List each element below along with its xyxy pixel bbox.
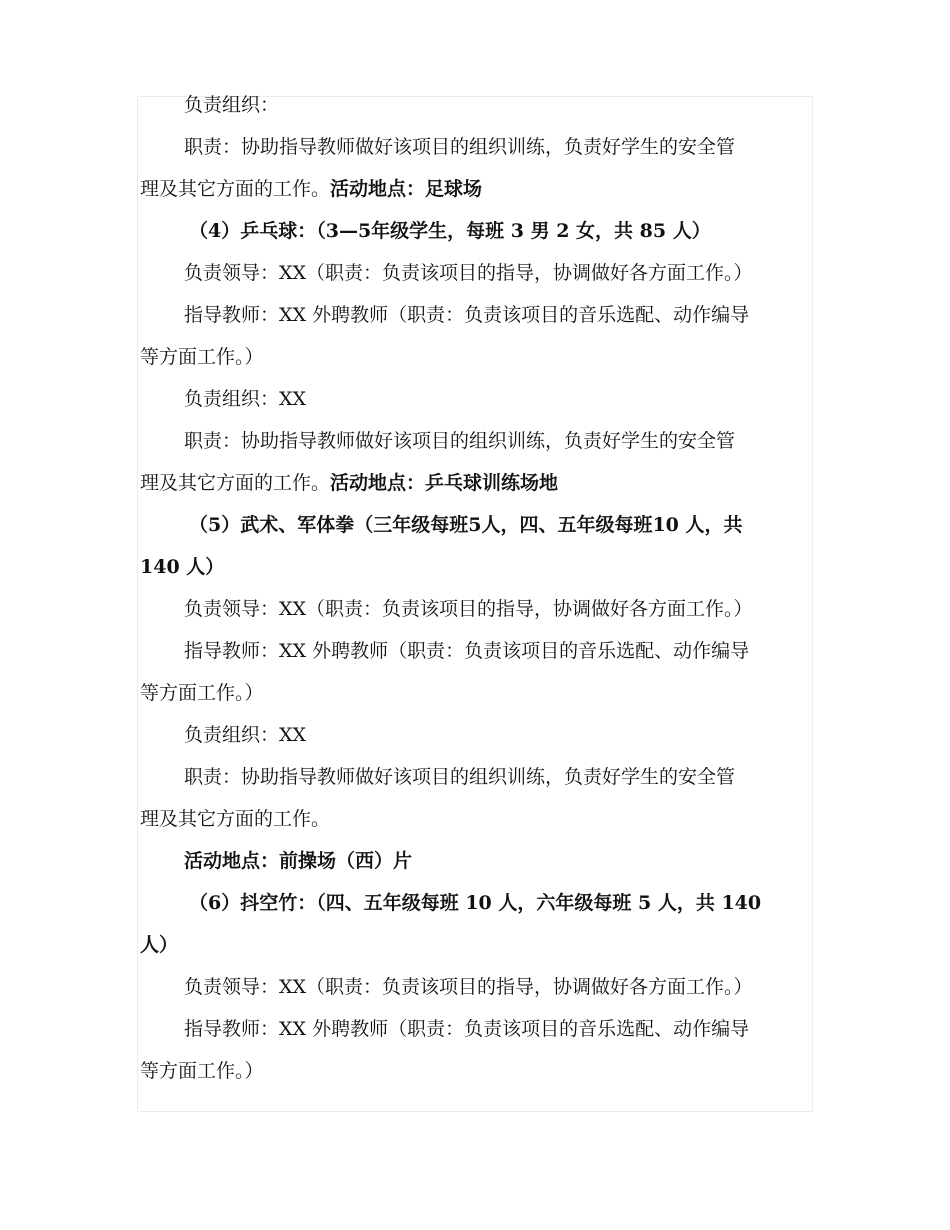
document-body [140, 84, 818, 1092]
paragraph-duty: 职责：协助指导教师做好该项目的组织训练，负责好学生的安全管 [184, 136, 736, 158]
paragraph-duty-continued: 理及其它方面的工作。 [140, 808, 331, 830]
location-text: 活动地点：乒乓球训练场地 [330, 472, 559, 494]
paragraph-leader: 负责领导：XX（职责：负责该项目的指导，协调做好各方面工作。） [184, 976, 753, 998]
section-heading-pingpong: （4）乒乓球：（3—5年级学生，每班 3 男 2 女，共 85 人） [189, 220, 711, 242]
paragraph-leader: 负责领导：XX（职责：负责该项目的指导，协调做好各方面工作。） [184, 598, 753, 620]
section-heading-martial-arts-continued: 140 人） [140, 556, 225, 578]
paragraph-teacher: 指导教师：XX 外聘教师（职责：负责该项目的音乐选配、动作编导 [184, 1018, 750, 1040]
location-text: 活动地点：前操场（西）片 [184, 850, 413, 872]
paragraph-leader: 负责领导：XX（职责：负责该项目的指导，协调做好各方面工作。） [184, 262, 753, 284]
duty-text: 理及其它方面的工作。 [140, 178, 331, 200]
paragraph-org: 负责组织： [184, 94, 280, 116]
section-heading-martial-arts: （5）武术、军体拳（三年级每班5人，四、五年级每班10 人，共 [189, 514, 743, 536]
paragraph-teacher-continued: 等方面工作。） [140, 1060, 264, 1082]
paragraph-teacher-continued: 等方面工作。） [140, 682, 264, 704]
paragraph-duty: 职责：协助指导教师做好该项目的组织训练，负责好学生的安全管 [184, 766, 736, 788]
paragraph-teacher-continued: 等方面工作。） [140, 346, 264, 368]
paragraph-teacher: 指导教师：XX 外聘教师（职责：负责该项目的音乐选配、动作编导 [184, 304, 750, 326]
paragraph-org: 负责组织：XX [184, 724, 307, 746]
section-heading-diabolo-continued: 人） [140, 934, 179, 956]
paragraph-org: 负责组织：XX [184, 388, 307, 410]
duty-text: 理及其它方面的工作。 [140, 472, 331, 494]
location-text: 活动地点：足球场 [330, 178, 483, 200]
paragraph-duty: 职责：协助指导教师做好该项目的组织训练，负责好学生的安全管 [184, 430, 736, 452]
section-heading-diabolo: （6）抖空竹：（四、五年级每班 10 人，六年级每班 5 人，共 140 [189, 892, 762, 914]
paragraph-duty-continued [140, 462, 818, 504]
paragraph-duty-continued [140, 168, 818, 210]
paragraph-teacher: 指导教师：XX 外聘教师（职责：负责该项目的音乐选配、动作编导 [184, 640, 750, 662]
